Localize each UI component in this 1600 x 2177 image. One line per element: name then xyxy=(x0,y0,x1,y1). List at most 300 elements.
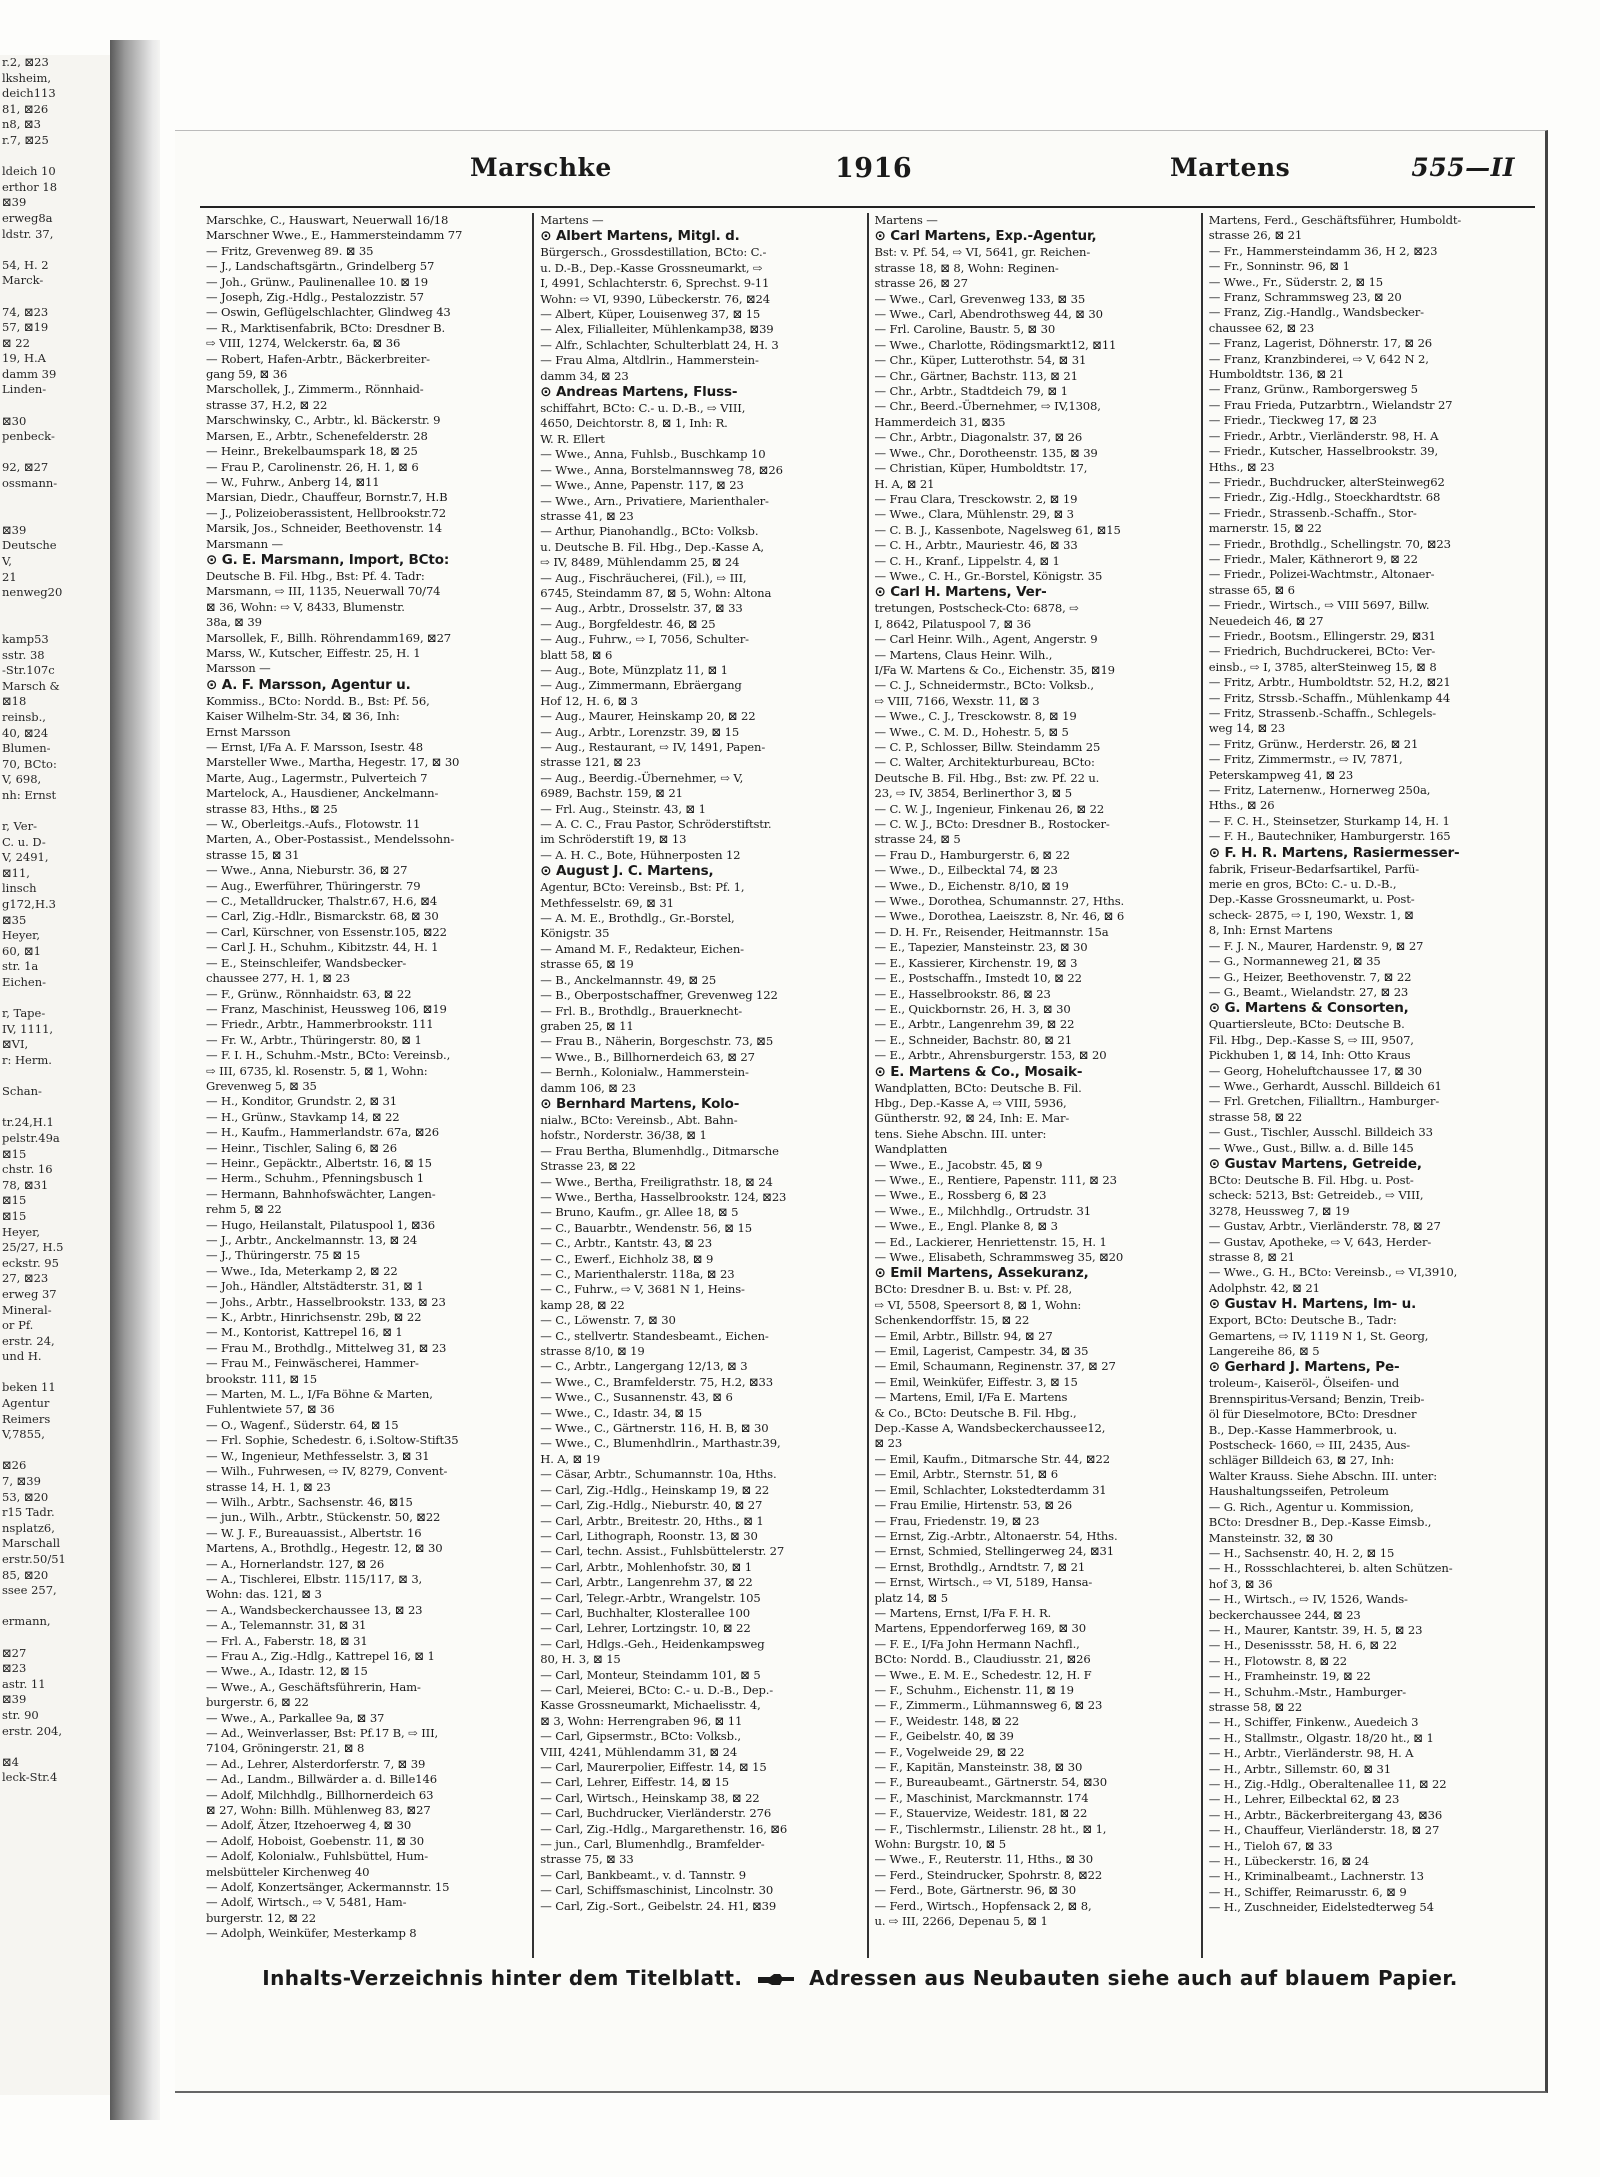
directory-entry: — F., Schuhm., Eichenstr. 11, ⊠ 19 xyxy=(874,1682,1074,1697)
directory-entry: — Wwe., G. H., BCto: Vereinsb., ⇨ VI,3910, xyxy=(1208,1265,1458,1280)
directory-entry: — Franz, Zig.-Handlg., Wandsbecker- xyxy=(1208,305,1424,320)
left-page-fragment: Heyer, xyxy=(2,928,41,943)
header-divider xyxy=(200,206,1535,208)
directory-entry: — C., Ewerf., Eichholz 38, ⊠ 9 xyxy=(540,1251,714,1266)
directory-entry: — Marten, M. L., I/Fa Böhne & Marten, xyxy=(206,1387,433,1402)
left-page-fragment: 40, ⊠24 xyxy=(2,725,49,740)
directory-entry: kamp 28, ⊠ 22 xyxy=(540,1297,625,1312)
directory-entry: hof 3, ⊠ 36 xyxy=(1208,1576,1273,1591)
directory-entry: 6989, Bachstr. 159, ⊠ 21 xyxy=(540,786,683,801)
directory-entry: — F., Kapitän, Mansteinstr. 38, ⊠ 30 xyxy=(874,1760,1083,1774)
directory-entry: — A., Hornerlandstr. 127, ⊠ 26 xyxy=(206,1556,385,1571)
directory-entry: — J., Thüringerstr. 75 ⊠ 15 xyxy=(206,1248,361,1263)
directory-entry: damm 34, ⊠ 23 xyxy=(540,368,629,383)
directory-entry: — Wwe., Anna, Borstelmannsweg 78, ⊠26 xyxy=(540,462,783,477)
directory-entry: Marsollek, F., Billh. Röhrendamm169, ⊠27 xyxy=(206,630,452,645)
directory-entry: — Alex, Filialleiter, Mühlenkamp38, ⊠39 xyxy=(540,322,774,337)
directory-entry: — Frl. Aug., Steinstr. 43, ⊠ 1 xyxy=(540,801,706,816)
directory-entry: — H., Schiffer, Finkenw., Auedeich 3 xyxy=(1208,1715,1419,1730)
directory-entry: gang 59, ⊠ 36 xyxy=(206,367,288,382)
left-page-fragment: erstr.50/51 xyxy=(2,1552,66,1566)
directory-entry: strasse 58, ⊠ 22 xyxy=(1208,1109,1303,1124)
directory-entry: — Aug., Bote, Münzplatz 11, ⊠ 1 xyxy=(540,662,728,677)
left-page-fragment: 70, BCto: xyxy=(2,756,57,771)
directory-entry: — Frl. Gretchen, Filialltrn., Hamburger- xyxy=(1208,1094,1440,1109)
directory-entry: — Chr., Arbtr., Stadtdeich 79, ⊠ 1 xyxy=(874,384,1068,399)
directory-entry: strasse 121, ⊠ 23 xyxy=(540,755,641,770)
directory-entry: Güntherstr. 92, ⊠ 24, Inh: E. Mar- xyxy=(874,1111,1070,1126)
directory-entry: — Carl, techn. Assist., Fuhlsbüttelerstr. 27 xyxy=(540,1544,785,1559)
directory-entry: — H., Schiffer, Reimarusstr. 6, ⊠ 9 xyxy=(1208,1884,1407,1899)
directory-entry: Wandplatten xyxy=(874,1142,948,1157)
directory-entry: — Albert, Küper, Louisenweg 37, ⊠ 15 xyxy=(540,307,761,322)
directory-entry: — F. C. H., Steinsetzer, Sturkamp 14, H. 1 xyxy=(1208,813,1450,828)
directory-entry: BCto: Nordd. B., Claudiusstr. 21, ⊠26 xyxy=(874,1652,1091,1667)
directory-entry: — jun., Wilh., Arbtr., Stückenstr. 50, ⊠22 xyxy=(206,1510,441,1525)
directory-entry: — Bernh., Kolonialw., Hammerstein- xyxy=(540,1065,749,1080)
directory-entry: H. A, ⊠ 19 xyxy=(540,1451,601,1466)
directory-entry: Marten, A., Ober-Postassist., Mendelssohn- xyxy=(206,832,455,847)
directory-entry: — F., Geibelstr. 40, ⊠ 39 xyxy=(874,1729,1014,1744)
directory-entry: VIII, 4241, Mühlendamm 31, ⊠ 24 xyxy=(540,1744,738,1759)
directory-entry: — E., Quickbornstr. 26, H. 3, ⊠ 30 xyxy=(874,1001,1071,1016)
left-page-fragment: Reimers xyxy=(2,1411,51,1426)
directory-entry: — G. Rich., Agentur u. Kommission, xyxy=(1208,1499,1414,1514)
directory-entry: — Carl J. H., Schuhm., Kibitzstr. 44, H. 1 xyxy=(206,940,439,955)
directory-entry: — F. I. H., Schuhm.-Mstr., BCto: Vereinsb., xyxy=(206,1048,451,1063)
directory-entry: — C., stellvertr. Standesbeamt., Eichen- xyxy=(540,1328,769,1343)
directory-entry: — A. H. C., Bote, Hühnerposten 12 xyxy=(540,847,741,862)
directory-entry: — Heinr., Tischler, Saling 6, ⊠ 26 xyxy=(206,1140,397,1155)
left-page-fragment: Blumen- xyxy=(2,741,51,756)
directory-entry: — E., Steinschleifer, Wandsbecker- xyxy=(206,955,407,970)
directory-entry: — Emil, Arbtr., Billstr. 94, ⊠ 27 xyxy=(874,1328,1053,1343)
directory-entry: graben 25, ⊠ 11 xyxy=(540,1018,634,1033)
directory-entry: — Frl. B., Brothdlg., Brauerknecht- xyxy=(540,1003,743,1018)
directory-entry: — H., Kaufm., Hammerlandstr. 67a, ⊠26 xyxy=(206,1125,439,1140)
directory-entry: — C. H., Kranf., Lippelstr. 4, ⊠ 1 xyxy=(874,553,1060,568)
left-page-fragment: Heyer, xyxy=(2,1224,41,1239)
directory-entry: ⇨ VIII, 1274, Welckerstr. 6a, ⊠ 36 xyxy=(206,336,401,351)
directory-entry: — K., Arbtr., Hinrichsenstr. 29b, ⊠ 22 xyxy=(206,1310,422,1325)
directory-column-2 xyxy=(534,213,868,1958)
directory-entry: 3278, Heussweg 7, ⊠ 19 xyxy=(1208,1203,1350,1218)
directory-entry: 23, ⇨ IV, 3854, Berlinerthor 3, ⊠ 5 xyxy=(874,786,1073,801)
directory-entry: strasse 8/10, ⊠ 19 xyxy=(540,1344,645,1359)
directory-entry: — Aug., Beerdig.-Übernehmer, ⇨ V, xyxy=(540,770,744,785)
directory-entry: Martens — xyxy=(874,213,938,227)
left-page-fragment: Mineral- xyxy=(2,1302,52,1317)
directory-entry: I, 8642, Pilatuspool 7, ⊠ 36 xyxy=(874,616,1032,631)
left-page-fragment: ⊠30 xyxy=(2,413,27,428)
left-page-fragment: nsplatz6, xyxy=(2,1520,55,1535)
left-page-fragment: g172,H.3 xyxy=(2,897,56,912)
directory-entry: — Wwe., C., Susannenstr. 43, ⊠ 6 xyxy=(540,1390,733,1405)
left-page-fragment: ermann, xyxy=(2,1614,51,1629)
directory-entry-firm: ⊙ Gustav H. Martens, Im- u. xyxy=(1208,1296,1417,1313)
directory-entry: — Carl, Buchdrucker, Vierländerstr. 276 xyxy=(540,1806,772,1821)
directory-entry: BCto: Dresdner B. u. Bst: v. Pf. 28, xyxy=(874,1282,1073,1297)
directory-entry: — Adolf, Ätzer, Itzehoerweg 4, ⊠ 30 xyxy=(206,1818,412,1833)
directory-entry: — M., Kontorist, Kattrepel 16, ⊠ 1 xyxy=(206,1325,403,1340)
left-page-fragment: pelstr.49a xyxy=(2,1130,60,1145)
directory-entry: — Friedr., Tieckweg 17, ⊠ 23 xyxy=(1208,413,1377,428)
directory-entry: — C. W. J., Ingenieur, Finkenau 26, ⊠ 22 xyxy=(874,801,1105,816)
directory-entry: ⇨ III, 6735, kl. Rosenstr. 5, ⊠ 1, Wohn: xyxy=(206,1063,428,1078)
left-page-fragment: nh: Ernst xyxy=(2,787,57,802)
left-page-fragment: ⊠11, xyxy=(2,865,30,880)
left-page-fragment xyxy=(0,507,110,523)
directory-entry: — Wwe., E., Milchhdlg., Ortrudstr. 31 xyxy=(874,1203,1091,1218)
directory-entry: — H., Kriminalbeamt., Lachnerstr. 13 xyxy=(1208,1869,1424,1884)
left-page-fragment: Deutsche xyxy=(2,538,57,553)
directory-entry: — Frau Bertha, Blumenhdlg., Ditmarsche xyxy=(540,1143,779,1158)
left-page-fragment: ⊠39 xyxy=(2,195,27,210)
left-page-fragment: penbeck- xyxy=(2,429,55,444)
directory-entry: — Wilh., Fuhrwesen, ⇨ IV, 8279, Convent- xyxy=(206,1464,448,1479)
directory-entry-firm: ⊙ E. Martens & Co., Mosaik- xyxy=(874,1063,1083,1080)
directory-entry: — Herm., Schuhm., Pfenningsbusch 1 xyxy=(206,1171,424,1186)
left-page-fragment: r.7, ⊠25 xyxy=(2,132,49,147)
directory-entry: burgerstr. 12, ⊠ 22 xyxy=(206,1910,316,1925)
directory-entry: — C. H., Arbtr., Mauriestr. 46, ⊠ 33 xyxy=(874,538,1078,553)
directory-entry: strasse 14, H. 1, ⊠ 23 xyxy=(206,1479,331,1494)
directory-entry: u. ⇨ III, 2266, Depenau 5, ⊠ 1 xyxy=(874,1914,1048,1929)
left-page-fragment: ldeich 10 xyxy=(2,164,56,179)
directory-entry: — F. J. N., Maurer, Hardenstr. 9, ⊠ 27 xyxy=(1208,938,1424,953)
directory-entry: Brennspiritus-Versand; Benzin, Treib- xyxy=(1208,1391,1425,1406)
directory-entry: — H., Tieloh 67, ⊠ 33 xyxy=(1208,1838,1333,1853)
directory-entry: öl für Dieselmotore, BCto: Dresdner xyxy=(1208,1407,1417,1422)
directory-entry: — Heinr., Brekelbaumspark 18, ⊠ 25 xyxy=(206,444,418,459)
directory-entry: — Wwe., E., Jacobstr. 45, ⊠ 9 xyxy=(874,1157,1043,1172)
left-page-fragment xyxy=(0,1630,110,1646)
directory-entry: — Ad., Weinverlasser, Bst: Pf.17 B, ⇨ III, xyxy=(206,1726,439,1740)
left-page-fragment: r, Ver- xyxy=(2,819,37,834)
left-page-fragment: ⊠15 xyxy=(2,1193,27,1208)
directory-entry: — Ernst, Schmied, Stellingerweg 24, ⊠31 xyxy=(874,1544,1114,1559)
directory-entry: — G., Heizer, Beethovenstr. 7, ⊠ 22 xyxy=(1208,969,1412,984)
directory-entry: — E., Tapezier, Mansteinstr. 23, ⊠ 30 xyxy=(874,940,1088,955)
directory-entry: weg 14, ⊠ 23 xyxy=(1208,721,1286,736)
directory-entry: Peterskampweg 41, ⊠ 23 xyxy=(1208,767,1354,782)
directory-entry: — Robert, Hafen-Arbtr., Bäckerbreiter- xyxy=(206,351,430,366)
directory-entry: — C. W. J., BCto: Dresdner B., Rostocker- xyxy=(874,817,1110,832)
directory-column-1 xyxy=(200,213,534,1958)
directory-entry: — Carl, Zig.-Hdlg., Nieburstr. 40, ⊠ 27 xyxy=(540,1498,763,1513)
directory-entry: Marsson — xyxy=(206,661,271,676)
directory-entry: — C. Walter, Architekturbureau, BCto: xyxy=(874,755,1095,770)
directory-entry: — Friedr., Buchdrucker, alterSteinweg62 xyxy=(1208,474,1445,489)
directory-entry: — Carl, Zig.-Sort., Geibelstr. 24. H1, ⊠39 xyxy=(540,1898,777,1913)
left-page-fragment: nenweg20 xyxy=(2,585,63,600)
left-page-fragment: ⊠15 xyxy=(2,1146,27,1161)
left-page-fragment: 7, ⊠39 xyxy=(2,1474,41,1489)
directory-entry: — F. E., I/Fa John Hermann Nachfl., xyxy=(874,1636,1080,1651)
directory-entry: — Wwe., Carl, Abendrothsweg 44, ⊠ 30 xyxy=(874,307,1103,322)
directory-entry: — E., Postschaffn., Imstedt 10, ⊠ 22 xyxy=(874,971,1082,986)
directory-entry: — Gustav, Apotheke, ⇨ V, 643, Herder- xyxy=(1208,1234,1432,1249)
directory-entry: — Aug., Zimmermann, Ebräergang xyxy=(540,678,742,693)
directory-entry: Fuhlentwiete 57, ⊠ 36 xyxy=(206,1402,335,1417)
directory-entry: — H., Flotowstr. 8, ⊠ 22 xyxy=(1208,1653,1348,1668)
page-header xyxy=(215,153,1525,193)
directory-entry: — Bruno, Kaufm., gr. Allee 18, ⊠ 5 xyxy=(540,1205,739,1220)
directory-entry: — Ernst, Wirtsch., ⇨ VI, 5189, Hansa- xyxy=(874,1575,1093,1590)
directory-entry: Hbg., Dep.-Kasse A, ⇨ VIII, 5936, xyxy=(874,1095,1067,1110)
directory-entry: — Carl, Meierei, BCto: C.- u. D.-B., Dep.- xyxy=(540,1682,774,1697)
directory-entry: strasse 8, ⊠ 21 xyxy=(1208,1250,1295,1264)
directory-entry: — Carl, Buchhalter, Klosterallee 100 xyxy=(540,1605,750,1620)
directory-entry: — W., Fuhrw., Anberg 14, ⊠11 xyxy=(206,474,380,489)
directory-entry: hofstr., Norderstr. 36/38, ⊠ 1 xyxy=(540,1128,707,1143)
directory-entry: — Franz, Grünw., Ramborgersweg 5 xyxy=(1208,382,1418,397)
left-page-fragment: 85, ⊠20 xyxy=(2,1567,49,1582)
directory-entry: — W. J. F., Bureauassist., Albertstr. 16 xyxy=(206,1525,422,1540)
left-page-fragment xyxy=(0,398,110,414)
footer-left-text: Inhalts-Verzeichnis hinter dem Titelblatt. xyxy=(262,1966,743,1990)
left-page-fragment: 54, H. 2 xyxy=(2,257,49,272)
directory-entry: — F., Tischlermstr., Lilienstr. 28 ht., ⊠ 1, xyxy=(874,1821,1107,1836)
directory-entry: scheck: 5213, Bst: Getreideb., ⇨ VIII, xyxy=(1208,1188,1424,1203)
directory-entry: I/Fa W. Martens & Co., Eichenstr. 35, ⊠19 xyxy=(874,662,1115,677)
directory-entry: — Adolf, Milchhdlg., Billhornerdeich 63 xyxy=(206,1787,434,1802)
directory-entry: chaussee 62, ⊠ 23 xyxy=(1208,320,1315,335)
directory-entry: strasse 75, ⊠ 33 xyxy=(540,1852,634,1867)
directory-entry: — Carl, Kürschner, von Essenstr.105, ⊠22 xyxy=(206,924,447,939)
left-page-fragment xyxy=(0,616,110,632)
left-page-fragment: 27, ⊠23 xyxy=(2,1271,49,1286)
directory-entry-firm: ⊙ G. E. Marsmann, Import, BCto: xyxy=(206,551,450,568)
directory-entry-firm: ⊙ Carl Martens, Exp.-Agentur, xyxy=(874,228,1097,245)
directory-entry: — Franz, Maschinist, Heussweg 106, ⊠19 xyxy=(206,1001,447,1016)
directory-entry: — F., Vogelweide 29, ⊠ 22 xyxy=(874,1744,1025,1759)
directory-entry: Wohn: ⇨ VI, 9390, Lübeckerstr. 76, ⊠24 xyxy=(540,291,770,306)
directory-entry-firm: ⊙ Albert Martens, Mitgl. d. xyxy=(540,228,740,245)
directory-entry: — Emil, Schaumann, Reginenstr. 37, ⊠ 27 xyxy=(874,1359,1116,1374)
directory-entry: — H., Framheinstr. 19, ⊠ 22 xyxy=(1208,1669,1371,1684)
left-page-fragment xyxy=(0,1739,110,1755)
directory-entry: — Emil, Arbtr., Sternstr. 51, ⊠ 6 xyxy=(874,1467,1059,1482)
directory-entry-firm: ⊙ Bernhard Martens, Kolo- xyxy=(540,1095,740,1112)
left-page-fragment: V, 698, xyxy=(2,772,42,787)
left-page-edge xyxy=(0,55,112,2095)
directory-entry: — Martens, Emil, I/Fa E. Martens xyxy=(874,1390,1068,1405)
left-page-fragment: Marck- xyxy=(2,273,44,288)
directory-entry: — Adolf, Konzertsänger, Ackermannstr. 15 xyxy=(206,1880,450,1895)
directory-entry: — Heinr., Gepäcktr., Albertstr. 16, ⊠ 15 xyxy=(206,1155,432,1170)
left-page-fragment: erweg 37 xyxy=(2,1286,57,1301)
directory-entry: — Fritz, Grevenweg 89. ⊠ 35 xyxy=(206,243,374,258)
directory-entry: brookstr. 111, ⊠ 15 xyxy=(206,1371,317,1386)
directory-entry: — E., Hasselbrookstr. 86, ⊠ 23 xyxy=(874,986,1051,1001)
directory-entry: ⇨ VIII, 7166, Wexstr. 11, ⊠ 3 xyxy=(874,693,1040,708)
directory-entry: W. R. Ellert xyxy=(540,431,605,446)
directory-entry: — Chr., Arbtr., Diagonalstr. 37, ⊠ 26 xyxy=(874,430,1083,445)
directory-entry: Deutsche B. Fil. Hbg., Bst: zw. Pf. 22 u. xyxy=(874,770,1100,785)
directory-entry: — F. H., Bautechniker, Hamburgerstr. 165 xyxy=(1208,829,1451,844)
directory-entry: ⇨ VI, 5508, Speersort 8, ⊠ 1, Wohn: xyxy=(874,1297,1082,1312)
directory-entry: — E., Kassierer, Kirchenstr. 19, ⊠ 3 xyxy=(874,955,1078,970)
left-page-fragment xyxy=(0,1100,110,1116)
directory-entry: ⇨ IV, 8489, Mühlendamm 25, ⊠ 24 xyxy=(540,555,740,570)
directory-entry: — Carl, Maurerpolier, Eiffestr. 14, ⊠ 15 xyxy=(540,1760,767,1774)
directory-entry: — Frau Emilie, Hirtenstr. 53, ⊠ 26 xyxy=(874,1498,1073,1513)
directory-entry: — A., Wandsbeckerchaussee 13, ⊠ 23 xyxy=(206,1602,423,1617)
pointing-hand-icon xyxy=(756,1972,796,1988)
directory-entry: — H., Sachsenstr. 40, H. 2, ⊠ 15 xyxy=(1208,1545,1395,1560)
directory-entry: — Frl. Sophie, Schedestr. 6, i.Soltow-Stift35 xyxy=(206,1433,459,1448)
directory-entry: — Wwe., Elisabeth, Schrammsweg 35, ⊠20 xyxy=(874,1250,1124,1264)
directory-entry: — Aug., Ewerführer, Thüringerstr. 79 xyxy=(206,878,421,893)
directory-entry: — Franz, Lagerist, Döhnerstr. 17, ⊠ 26 xyxy=(1208,336,1433,351)
directory-entry-firm: ⊙ Gustav Martens, Getreide, xyxy=(1208,1155,1422,1172)
directory-entry: — Friedr., Brothdlg., Schellingstr. 70, ⊠23 xyxy=(1208,536,1451,551)
header-year: 1916 xyxy=(835,153,913,184)
directory-entry: — Aug., Maurer, Heinskamp 20, ⊠ 22 xyxy=(540,709,756,724)
left-page-fragment: IV, 1111, xyxy=(2,1021,54,1036)
directory-entry: — Friedr., Strassenb.-Schaffn., Stor- xyxy=(1208,505,1417,520)
directory-entry: — Ed., Lackierer, Henriettenstr. 15, H. 1 xyxy=(874,1234,1107,1249)
directory-entry: — Gust., Tischler, Ausschl. Billdeich 33 xyxy=(1208,1125,1433,1140)
directory-entry: ⊠ 3, Wohn: Herrengraben 96, ⊠ 11 xyxy=(540,1713,743,1728)
directory-entry: — Wwe., E., Rossberg 6, ⊠ 23 xyxy=(874,1188,1047,1203)
directory-entry: — E., Schneider, Bachstr. 80, ⊠ 21 xyxy=(874,1032,1072,1047)
directory-entry: 8, Inh: Ernst Martens xyxy=(1208,923,1333,938)
directory-entry: — Wwe., Dorothea, Schumannstr. 27, Hths. xyxy=(874,894,1125,909)
directory-entry: — Wwe., A., Idastr. 12, ⊠ 15 xyxy=(206,1664,368,1679)
directory-entry: — Chr., Küper, Lutterothstr. 54, ⊠ 31 xyxy=(874,353,1087,368)
directory-entry: — Chr., Beerd.-Übernehmer, ⇨ IV,1308, xyxy=(874,399,1101,414)
directory-entry: — Wwe., D., Eilbecktal 74, ⊠ 23 xyxy=(874,863,1058,878)
directory-entry: — Wwe., Dorothea, Laeiszstr. 8, Nr. 46, ⊠ 6 xyxy=(874,909,1125,924)
directory-entry: scheck- 2875, ⇨ I, 190, Wexstr. 1, ⊠ xyxy=(1208,907,1414,922)
directory-entry: — F., Stauervize, Weidestr. 181, ⊠ 22 xyxy=(874,1806,1088,1821)
directory-entry: — Carl, Hdlgs.-Geh., Heidenkampsweg xyxy=(540,1636,765,1651)
directory-entry: — Wwe., Chr., Dorotheenstr. 135, ⊠ 39 xyxy=(874,445,1098,460)
directory-entry: — C., Fuhrw., ⇨ V, 3681 N 1, Heins- xyxy=(540,1282,745,1297)
directory-entry: strasse 41, ⊠ 23 xyxy=(540,508,634,523)
directory-entry: Pickhuben 1, ⊠ 14, Inh: Otto Kraus xyxy=(1208,1048,1411,1063)
directory-entry: strasse 58, ⊠ 22 xyxy=(1208,1699,1303,1714)
directory-entry: — E., Arbtr., Langenrehm 39, ⊠ 22 xyxy=(874,1017,1075,1032)
directory-entry: — Amand M. F., Redakteur, Eichen- xyxy=(540,941,744,956)
directory-entry: Marsmann, ⇨ III, 1135, Neuerwall 70/74 xyxy=(206,584,441,599)
directory-entry: — O., Wagenf., Süderstr. 64, ⊠ 15 xyxy=(206,1417,399,1432)
directory-entry: — Frau D., Hamburgerstr. 6, ⊠ 22 xyxy=(874,847,1070,862)
directory-entry: — Wwe., Charlotte, Rödingsmarkt12, ⊠11 xyxy=(874,337,1117,352)
left-page-fragment: r15 Tadr. xyxy=(2,1505,55,1520)
directory-entry: — Wwe., Clara, Mühlenstr. 29, ⊠ 3 xyxy=(874,507,1074,522)
directory-entry: Marte, Aug., Lagermstr., Pulverteich 7 xyxy=(206,770,428,785)
header-left-name: Marschke xyxy=(470,153,612,182)
directory-entry: blatt 58, ⊠ 6 xyxy=(540,647,613,662)
left-page-fragment xyxy=(0,1365,110,1381)
directory-entry: strasse 26, ⊠ 27 xyxy=(874,276,968,291)
directory-entry: — Carl, Arbtr., Breitestr. 20, Hths., ⊠ 1 xyxy=(540,1513,764,1528)
directory-entry: — Joh., Grünw., Paulinenallee 10. ⊠ 19 xyxy=(206,274,428,289)
left-page-fragment: leck-Str.4 xyxy=(2,1770,58,1785)
directory-entry: Hths., ⊠ 26 xyxy=(1208,798,1275,813)
directory-entry: — H., Maurer, Kantstr. 39, H. 5, ⊠ 23 xyxy=(1208,1622,1423,1637)
directory-entry: — Carl, Zig.-Hdlg., Heinskamp 19, ⊠ 22 xyxy=(540,1482,770,1497)
directory-entry: — B., Oberpostschaffner, Grevenweg 122 xyxy=(540,988,778,1003)
directory-entry: strasse 18, ⊠ 8, Wohn: Reginen- xyxy=(874,260,1059,275)
left-page-fragment: linsch xyxy=(2,881,37,896)
directory-entry: — Gustav, Arbtr., Vierländerstr. 78, ⊠ 27 xyxy=(1208,1219,1441,1234)
left-page-fragment: 60, ⊠1 xyxy=(2,943,41,958)
directory-entry: — Wwe., C., Gärtnerstr. 116, H. B, ⊠ 30 xyxy=(540,1421,769,1436)
directory-entry-firm: ⊙ Carl H. Martens, Ver- xyxy=(874,584,1047,601)
directory-entry: — Aug., Fuhrw., ⇨ I, 7056, Schulter- xyxy=(540,632,749,647)
left-page-fragment: str. 90 xyxy=(2,1707,39,1722)
directory-entry: — Wwe., Gerhardt, Ausschl. Billdeich 61 xyxy=(1208,1078,1442,1093)
directory-entry: — H., Lübeckerstr. 16, ⊠ 24 xyxy=(1208,1854,1370,1869)
left-page-fragment: Schan- xyxy=(2,1084,42,1099)
directory-entry: — Fritz, Strssb.-Schaffn., Mühlenkamp 44 xyxy=(1208,690,1451,705)
directory-entry: 7104, Gröningerstr. 21, ⊠ 8 xyxy=(206,1741,365,1756)
directory-entry: — R., Marktisenfabrik, BCto: Dresdner B. xyxy=(206,320,445,335)
directory-entry: Neuedeich 46, ⊠ 27 xyxy=(1208,613,1324,628)
directory-entry: — Aug., Fischräucherei, (Fil.), ⇨ III, xyxy=(540,570,747,585)
directory-entry: burgerstr. 6, ⊠ 22 xyxy=(206,1695,309,1710)
directory-entry: ⊠ 23 xyxy=(874,1436,903,1451)
directory-entry: — Aug., Restaurant, ⇨ IV, 1491, Papen- xyxy=(540,740,766,754)
directory-entry: — E., Arbtr., Ahrensburgerstr. 153, ⊠ 20 xyxy=(874,1048,1107,1063)
directory-entry: — H., Lehrer, Eilbecktal 62, ⊠ 23 xyxy=(1208,1792,1400,1807)
directory-entry: Agentur, BCto: Vereinsb., Bst: Pf. 1, xyxy=(540,880,745,895)
directory-entry: Mansteinstr. 32, ⊠ 30 xyxy=(1208,1530,1334,1545)
directory-entry: — Wwe., Anna, Fuhlsb., Buschkamp 10 xyxy=(540,447,766,462)
directory-entry: — Carl, Bankbeamt., v. d. Tannstr. 9 xyxy=(540,1867,746,1882)
directory-entry: strasse 15, ⊠ 31 xyxy=(206,847,300,862)
directory-entry: — H., Konditor, Grundstr. 2, ⊠ 31 xyxy=(206,1094,398,1109)
directory-entry: — Carl, Lithograph, Roonstr. 13, ⊠ 30 xyxy=(540,1528,758,1543)
directory-entry: Marschner Wwe., E., Hammersteindamm 77 xyxy=(206,228,463,243)
directory-entry: — Martens, Claus Heinr. Wilh., xyxy=(874,647,1053,662)
directory-entry: — Aug., Borgfeldestr. 46, ⊠ 25 xyxy=(540,616,716,631)
left-page-fragment: r.2, ⊠23 xyxy=(2,55,49,69)
directory-entry: — C., Löwenstr. 7, ⊠ 30 xyxy=(540,1313,676,1328)
directory-entry: — Frau M., Feinwäscherei, Hammer- xyxy=(206,1356,419,1371)
directory-entry: — F., Maschinist, Marckmannstr. 174 xyxy=(874,1790,1089,1805)
directory-entry: — Wwe., E., Rentiere, Papenstr. 111, ⊠ 23 xyxy=(874,1172,1117,1187)
directory-entry: — J., Polizeioberassistent, Hellbrookstr.72 xyxy=(206,505,446,520)
left-page-fragment: ⊠4 xyxy=(2,1754,19,1769)
directory-entry-firm: ⊙ Gerhard J. Martens, Pe- xyxy=(1208,1359,1400,1376)
directory-entry: merie en gros, BCto: C.- u. D.-B., xyxy=(1208,877,1397,892)
left-page-fragment: und H. xyxy=(2,1349,42,1364)
directory-entry: — Fritz, Arbtr., Humboldtstr. 52, H.2, ⊠21 xyxy=(1208,675,1451,690)
directory-entry: 80, H. 3, ⊠ 15 xyxy=(540,1652,621,1667)
directory-entry-firm: ⊙ Andreas Martens, Fluss- xyxy=(540,384,738,401)
directory-entry: Marss, W., Kutscher, Eiffestr. 25, H. 1 xyxy=(206,645,421,660)
directory-entry: — Chr., Gärtner, Bachstr. 113, ⊠ 21 xyxy=(874,368,1078,383)
left-page-fragment: erstr. 204, xyxy=(2,1723,62,1738)
directory-entry: Martens — xyxy=(540,213,604,227)
directory-entry: Fil. Hbg., Dep.-Kasse S, ⇨ III, 9507, xyxy=(1208,1032,1414,1047)
directory-entry: strasse 26, ⊠ 21 xyxy=(1208,228,1303,243)
directory-entry: Walter Krauss. Siehe Abschn. III. unter: xyxy=(1208,1468,1437,1483)
directory-entry: I, 4991, Schlachterstr. 6, Sprechst. 9-11 xyxy=(540,276,770,291)
left-page-fragment: ⊠VI, xyxy=(2,1037,29,1052)
left-page-fragment: -Str.107c xyxy=(2,663,55,678)
left-page-fragment: astr. 11 xyxy=(2,1676,46,1691)
directory-entry: — Martens, Ernst, I/Fa F. H. R. xyxy=(874,1605,1052,1620)
directory-entry: — Aug., Arbtr., Drosselstr. 37, ⊠ 33 xyxy=(540,601,743,616)
left-page-fragment: ⊠ 22 xyxy=(2,335,30,350)
left-page-fragment: 78, ⊠31 xyxy=(2,1177,49,1192)
